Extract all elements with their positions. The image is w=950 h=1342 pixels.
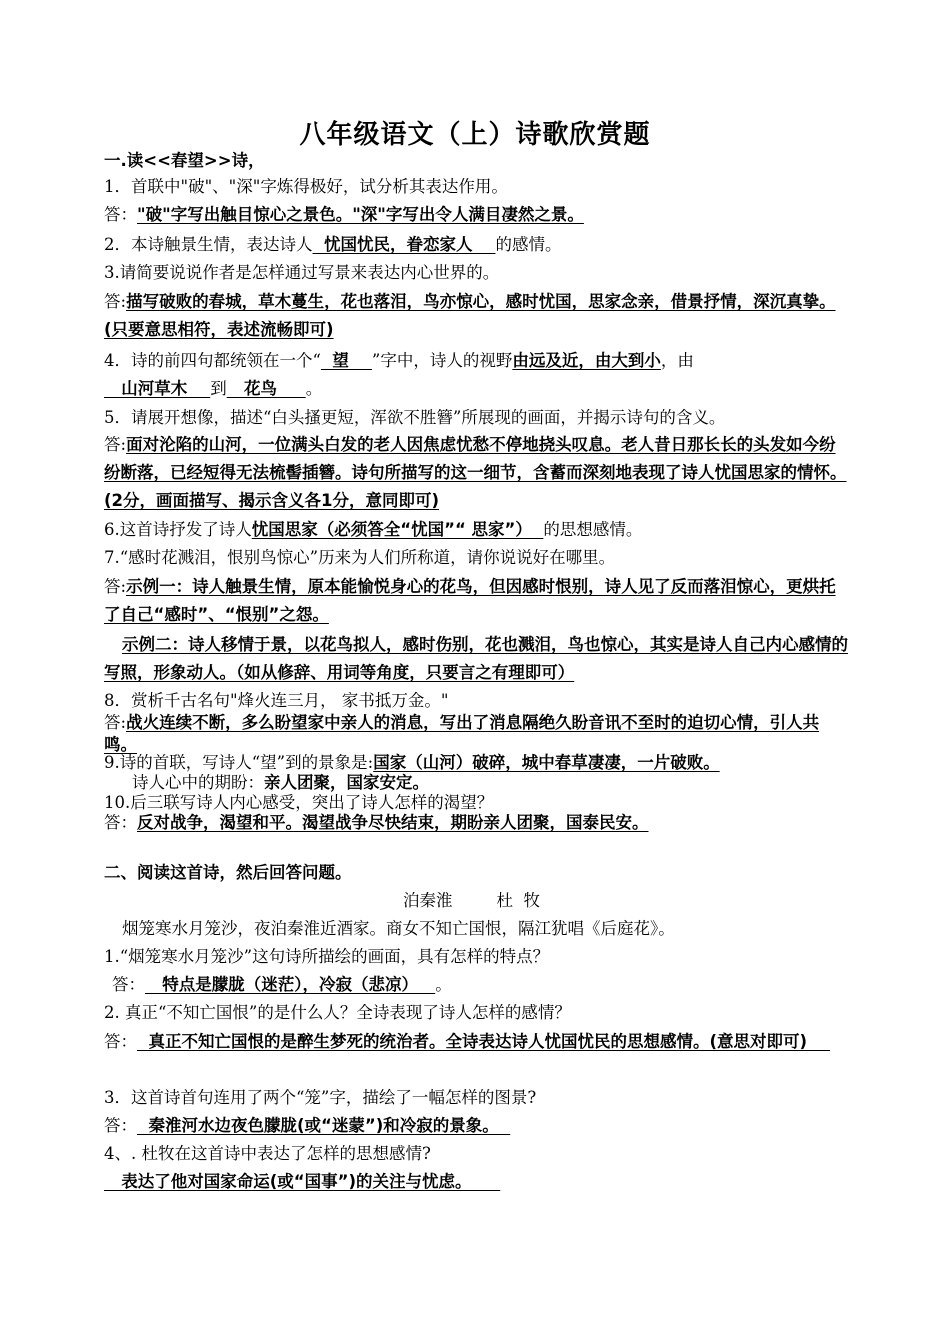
answer-2-3 xyxy=(104,1113,854,1139)
section-2-heading: 二、阅读这首诗，然后回答问题。 xyxy=(104,863,352,882)
answer-1-1 xyxy=(104,202,854,228)
answer-1-5 xyxy=(104,431,849,515)
answer-text: 秦淮河水边夜色朦胧(或“迷蒙”)和冷寂的景象。 xyxy=(137,1116,511,1135)
question-1-7: 7.“感时花溅泪，恨别鸟惊心”历来为人们所称道，请你说说好在哪里。 xyxy=(104,548,616,567)
answer-1-10 xyxy=(104,810,854,836)
fill-blank: 忧国忧民，眷恋家人 xyxy=(312,235,496,254)
question-text: 的思想感情。 xyxy=(543,520,643,539)
question-text: 4．诗的前四句都统领在一个“ xyxy=(104,351,321,370)
question-1-10: 10.后三联写诗人内心感受，突出了诗人怎样的渴望？ xyxy=(104,793,494,812)
answer-prefix: 答： xyxy=(104,205,137,224)
fill-blank: 山河草木 xyxy=(104,379,211,398)
answer-text: 国家（山河）破碎，城中春草凄凄，一片破败。 xyxy=(373,753,720,772)
answer-text: 表达了他对国家命运(或“国事”)的关注与忧虑。 xyxy=(104,1172,501,1191)
answer-2-1 xyxy=(112,972,862,998)
page-title: 八年级语文（上）诗歌欣赏题 xyxy=(299,120,651,150)
answer-prefix: 答： xyxy=(104,1032,137,1051)
answer-text: "破"字写出触目惊心之景色。"深"字写出令人满目凄然之景。 xyxy=(137,205,584,224)
answer-text: 亲人团聚，国家安定。 xyxy=(264,773,429,792)
answer-prefix: 答: xyxy=(104,435,127,454)
question-text: 到 xyxy=(210,379,227,398)
question-text: ，由 xyxy=(660,351,694,370)
question-1-4 xyxy=(104,348,854,374)
answer-prefix: 答: xyxy=(104,713,127,732)
fill-blank: 忧国思家（必须答全“忧国”“ 思家”） xyxy=(251,520,544,539)
fill-blank: 由远及近，由大到小 xyxy=(512,351,661,370)
question-text: 诗人心中的期盼： xyxy=(132,773,264,792)
answer-text: 面对沦陷的山河，一位满头白发的老人因焦虑忧愁不停地挠头叹息。老人昔日那长长的头发如今纷纷断落，已经短得无法梳髻插簪。诗句所描写的这一细节，含蓄而深刻地表现了诗人忧国思家的情怀。(2分，画面描写、揭示含义各1分，意同即可) xyxy=(104,435,847,510)
answer-2-4 xyxy=(104,1169,854,1195)
question-1-3: 3.请简要说说作者是怎样通过写景来表达内心世界的。 xyxy=(104,263,500,282)
question-text: 的感情。 xyxy=(495,235,562,254)
answer-prefix: 答： xyxy=(104,1116,137,1135)
question-2-3: 3．这首诗首句连用了两个“笼”字，描绘了一幅怎样的图景? xyxy=(104,1088,537,1107)
fill-blank: 花鸟 xyxy=(226,379,306,398)
section-1-heading: 一.读<<春望>>诗， xyxy=(104,151,265,170)
question-text: 2．本诗触景生情，表达诗人 xyxy=(104,235,313,254)
question-text: 9.诗的首联，写诗人“望”到的景象是: xyxy=(104,753,374,772)
question-2-1: 1.“烟笼寒水月笼沙”这句诗所描绘的画面，具有怎样的特点？ xyxy=(104,947,550,966)
answer-prefix: 答： xyxy=(112,975,145,994)
answer-text: 示例二：诗人移情于景，以花鸟拟人，感时伤别，花也溅泪，鸟也惊心，其实是诗人自己内心感情的写照，形象动人。（如从修辞、用词等角度，只要言之有理即可） xyxy=(104,635,848,682)
poem-title: 泊秦淮 xyxy=(403,891,453,910)
answer-text: 示例一：诗人触景生情，原本能愉悦身心的花鸟，但因感时恨别，诗人见了反而落泪惊心，更烘托了自己“感时”、“恨别”之怨。 xyxy=(104,577,836,624)
question-text: 6.这首诗抒发了诗人 xyxy=(104,520,252,539)
question-1-5: 5．请展开想像，描述“白头搔更短，浑欲不胜簪”所展现的画面，并揭示诗句的含义。 xyxy=(104,408,726,427)
answer-2-2 xyxy=(104,1028,849,1056)
answer-text: 反对战争，渴望和平。渴望战争尽快结束，期盼亲人团聚，国泰民安。 xyxy=(137,813,649,832)
answer-1-7-example-2 xyxy=(104,631,849,687)
poem-author: 杜 牧 xyxy=(496,891,540,910)
question-2-4: 4、. 杜牧在这首诗中表达了怎样的思想感情? xyxy=(104,1144,431,1163)
answer-prefix: 答: xyxy=(104,577,127,596)
question-text: ”字中，诗人的视野 xyxy=(371,351,513,370)
answer-text: 战火连续不断，多么盼望家中亲人的消息，写出了消息隔绝久盼音讯不至时的迫切心情，引人共鸣。 xyxy=(104,713,820,754)
poem-heading xyxy=(403,888,703,914)
question-1-2 xyxy=(104,232,854,258)
answer-text: 真正不知亡国恨的是醉生梦死的统治者。全诗表达诗人忧国忧民的思想感情。(意思对即可) xyxy=(137,1032,831,1051)
answer-prefix: 答: xyxy=(104,292,127,311)
answer-1-7 xyxy=(104,573,849,629)
question-text: 。 xyxy=(305,379,323,398)
question-1-6 xyxy=(104,517,854,543)
answer-text: 特点是朦胧（迷茫），冷寂（悲凉） xyxy=(145,975,436,994)
question-1-1: 1．首联中"破"、"深"字炼得极好，试分析其表达作用。 xyxy=(104,177,508,196)
question-1-8: 8．赏析千古名句"烽火连三月， 家书抵万金。" xyxy=(104,691,449,710)
poem-body: 烟笼寒水月笼沙，夜泊秦淮近酒家。商女不知亡国恨，隔江犹唱《后庭花》。 xyxy=(122,919,675,938)
answer-prefix: 答： xyxy=(104,813,137,832)
question-1-4-cont xyxy=(104,376,854,402)
question-2-2: 2. 真正“不知亡国恨”的是什么人？全诗表现了诗人怎样的感情？ xyxy=(104,1003,571,1022)
answer-end: 。 xyxy=(435,975,452,994)
fill-blank: 望 xyxy=(320,351,372,370)
answer-1-3 xyxy=(104,288,849,344)
answer-text: 描写破败的春城，草木蔓生，花也落泪，鸟亦惊心，感时忧国，思家念亲，借景抒情，深沉真挚。(只要意思相符，表述流畅即可) xyxy=(104,292,836,339)
